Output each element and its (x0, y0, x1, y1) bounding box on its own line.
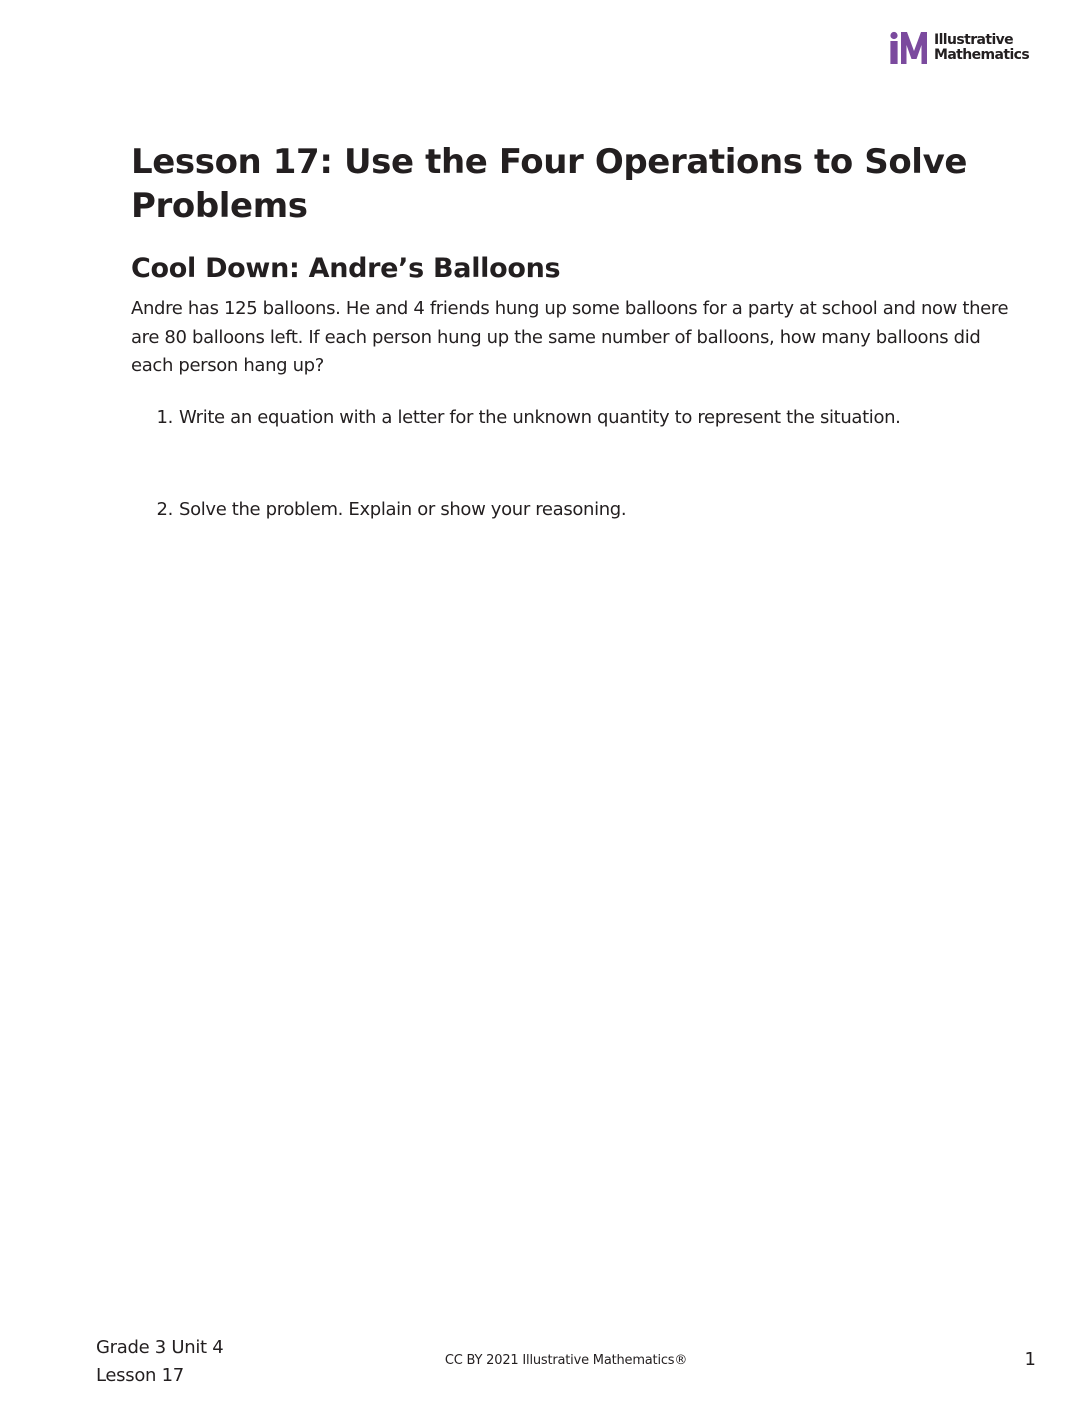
im-logo-icon (889, 31, 929, 65)
logo-wordmark (934, 33, 1029, 63)
lesson-title: Lesson 17: Use the Four Operations to Solve Problems (131, 142, 967, 226)
question-text: Write an equation with a letter for the unknown quantity to represent the situation. (179, 406, 901, 428)
question-number: 1. (156, 406, 173, 428)
question-1 (131, 404, 1011, 432)
cool-down-title: Cool Down: Andre’s Balloons (131, 253, 561, 284)
page-number: 1 (1024, 1349, 1036, 1370)
logo-line-1: Illustrative (934, 32, 1014, 48)
illustrative-mathematics-logo (889, 31, 1029, 65)
footer-lesson: Lesson 17 (96, 1365, 184, 1386)
footer-copyright: CC BY 2021 Illustrative Mathematics® (444, 1353, 688, 1368)
question-number: 2. (156, 498, 173, 520)
question-list (131, 404, 1011, 524)
question-text: Solve the problem. Explain or show your reasoning. (179, 498, 627, 520)
footer-grade-unit: Grade 3 Unit 4 (96, 1337, 224, 1358)
problem-statement: Andre has 125 balloons. He and 4 friends hung up some balloons for a party at school and now there are 80 balloons left. If each person hung up the same number of balloons, how many balloons did each person hang up? (131, 298, 1009, 376)
page-content (131, 140, 1011, 524)
logo-line-2: Mathematics (934, 47, 1030, 63)
question-2 (131, 496, 1011, 524)
